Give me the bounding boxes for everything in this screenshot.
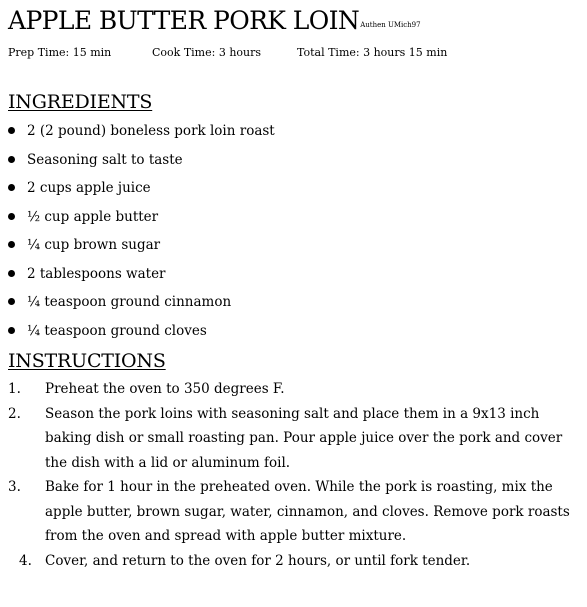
step-number: 4. xyxy=(19,552,32,569)
recipe-title: APPLE BUTTER PORK LOIN xyxy=(8,6,360,35)
bullet-icon xyxy=(8,327,15,334)
ingredient-text: 2 cups apple juice xyxy=(27,180,151,196)
step-number: 1. xyxy=(8,381,21,397)
ingredient-text: ½ cup apple butter xyxy=(27,208,159,225)
instruction-step xyxy=(8,475,580,549)
step-text: Bake for 1 hour in the preheated oven. While the pork is roasting, mix the apple butter, brown sugar, water, cinnamon, and cloves. Remove pork roasts from the oven and spread with apple butter mixture. xyxy=(45,479,570,544)
recipe-author: Authen UMich97 xyxy=(360,21,421,29)
ingredients-heading: INGREDIENTS xyxy=(8,91,153,113)
step-text: Season the pork loins with seasoning salt and place them in a 9x13 inch baking dish or small roasting pan. Pour apple juice over the pork and cover the dish with a lid or aluminum foil. xyxy=(45,405,563,471)
step-text: Preheat the oven to 350 degrees F. xyxy=(45,381,285,397)
ingredient-text: ¼ teaspoon ground cinnamon xyxy=(27,294,232,310)
instruction-step xyxy=(8,377,580,402)
ingredient-text: Seasoning salt to taste xyxy=(27,151,183,168)
title-row xyxy=(8,6,421,36)
bullet-icon xyxy=(8,298,15,305)
instructions-list xyxy=(8,377,580,573)
bullet-icon xyxy=(8,184,15,191)
instructions-heading: INSTRUCTIONS xyxy=(8,350,166,372)
bullet-icon xyxy=(8,156,15,163)
step-number: 2. xyxy=(8,405,21,422)
ingredient-text: ¼ cup brown sugar xyxy=(27,237,161,253)
total-time: Total Time: 3 hours 15 min xyxy=(297,46,448,59)
step-text: Cover, and return to the oven for 2 hours, or until fork tender. xyxy=(45,552,471,569)
ingredient-text: 2 tablespoons water xyxy=(27,265,166,282)
ingredient-text: 2 (2 pound) boneless pork loin roast xyxy=(27,123,275,139)
bullet-icon xyxy=(8,213,15,220)
cook-time: Cook Time: 3 hours xyxy=(152,46,262,59)
ingredient-text: ¼ teaspoon ground cloves xyxy=(27,322,207,339)
instruction-step xyxy=(8,402,580,476)
bullet-icon xyxy=(8,241,15,248)
bullet-icon xyxy=(8,127,15,134)
prep-time: Prep Time: 15 min xyxy=(8,46,112,59)
instruction-step xyxy=(8,549,580,574)
step-number: 3. xyxy=(8,479,21,495)
bullet-icon xyxy=(8,270,15,277)
